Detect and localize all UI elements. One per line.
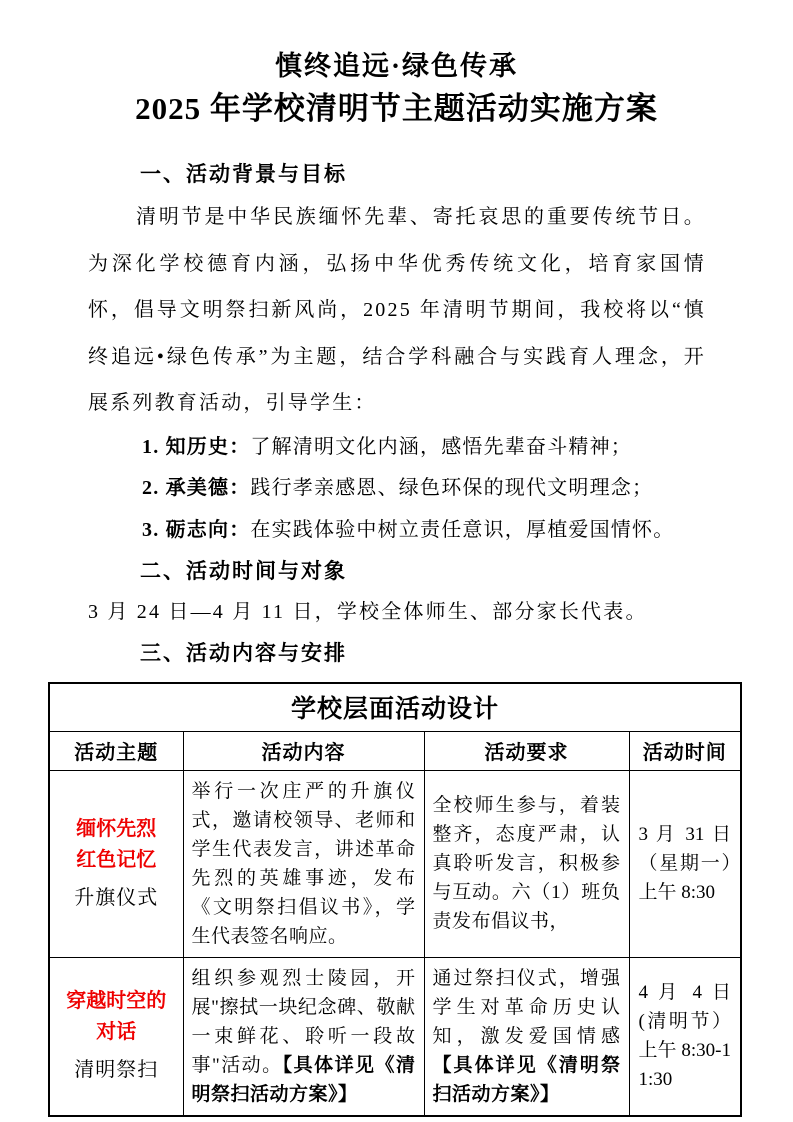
- column-header-content: 活动内容: [183, 731, 424, 770]
- column-header-requirement: 活动要求: [424, 731, 629, 770]
- theme-title-line2: 红色记忆: [76, 848, 157, 871]
- theme-cell: [49, 770, 183, 957]
- theme-subtitle: 升旗仪式: [74, 886, 159, 909]
- section2-heading: 二、活动时间与对象: [140, 559, 347, 583]
- document-title-line2: 2025 年学校清明节主题活动实施方案: [135, 91, 658, 126]
- content-text: 举行一次庄严的升旗仪式，邀请校领导、老师和学生代表发言，讲述革命先烈的英雄事迹，发布《文明祭扫倡议书》，学生代表签名响应。: [191, 780, 416, 947]
- theme-title: [58, 986, 175, 1048]
- theme-title-line1: 缅怀先烈: [76, 817, 157, 840]
- content-cell: [183, 957, 424, 1116]
- table-row: [49, 770, 741, 957]
- theme-cell: [49, 957, 183, 1116]
- requirement-cell: [424, 957, 629, 1116]
- column-header-time: 活动时间: [629, 731, 741, 770]
- content-cell: [183, 770, 424, 957]
- goal-item-3: [88, 510, 706, 552]
- goal-item-1: [88, 427, 706, 469]
- goal-item-1-text: 了解清明文化内涵，感悟先辈奋斗精神；: [250, 435, 633, 458]
- requirement-bold-text: 【具体详见《清明祭扫活动方案》】: [432, 1054, 621, 1105]
- table-title: 学校层面活动设计: [49, 683, 741, 731]
- theme-title-line1: 穿越时空的: [66, 990, 167, 1012]
- section1-paragraph: 清明节是中华民族缅怀先辈、寄托哀思的重要传统节日。为深化学校德育内涵，弘扬中华优秀传统文化，培育家国情怀，倡导文明祭扫新风尚，2025 年清明节期间，我校将以“慎终追远•绿色传承”为主题，结合学科融合与实践育人理念，开展系列教育活动，引导学生：: [88, 206, 706, 414]
- content-bold-text: 【具体详见《清明祭扫活动方案》】: [191, 1054, 416, 1105]
- section1-heading: 一、活动背景与目标: [140, 162, 347, 186]
- goal-item-3-label: 3. 砺志向：: [142, 518, 251, 541]
- goal-item-2-label: 2. 承美德：: [142, 477, 251, 499]
- column-header-theme: 活动主题: [49, 731, 183, 770]
- table-header-row: [49, 731, 741, 770]
- requirement-text: 全校师生参与，着装整齐，态度严肃，认真聆听发言，积极参与互动。六（1）班负责发布倡议书，: [432, 795, 621, 932]
- goal-item-3-text: 在实践体验中树立责任意识，厚植爱国情怀。: [250, 518, 675, 541]
- theme-subtitle: 清明祭扫: [74, 1059, 159, 1081]
- requirement-cell: [424, 770, 629, 957]
- goal-item-1-label: 1. 知历史：: [142, 435, 251, 458]
- time-cell: 4 月 4 日(清明节）上午 8:30-11:30: [629, 957, 741, 1116]
- document-title-line1: 慎终追远·绿色传承: [274, 51, 518, 81]
- theme-title-line2: 对话: [96, 1021, 137, 1043]
- table-title-row: [49, 683, 741, 731]
- section2-paragraph: 3 月 24 日—4 月 11 日，学校全体师生、部分家长代表。: [88, 601, 648, 623]
- goal-item-2: [88, 468, 706, 510]
- activity-table: [48, 682, 742, 1117]
- document-body: [88, 158, 706, 669]
- content-text: 组织参观烈士陵园，开展"擦拭一块纪念碑、敬献一束鲜花、聆听一段故事"活动。: [191, 967, 416, 1076]
- theme-title: [58, 814, 175, 876]
- time-cell: 3 月 31 日（星期一）上午 8:30: [629, 770, 741, 957]
- table-row: [49, 957, 741, 1116]
- requirement-text: 通过祭扫仪式，增强学生对革命历史认知，激发爱国情感: [432, 967, 621, 1047]
- section3-heading: 三、活动内容与安排: [140, 641, 347, 665]
- goal-item-2-text: 践行孝亲感恩、绿色环保的现代文明理念；: [250, 477, 654, 499]
